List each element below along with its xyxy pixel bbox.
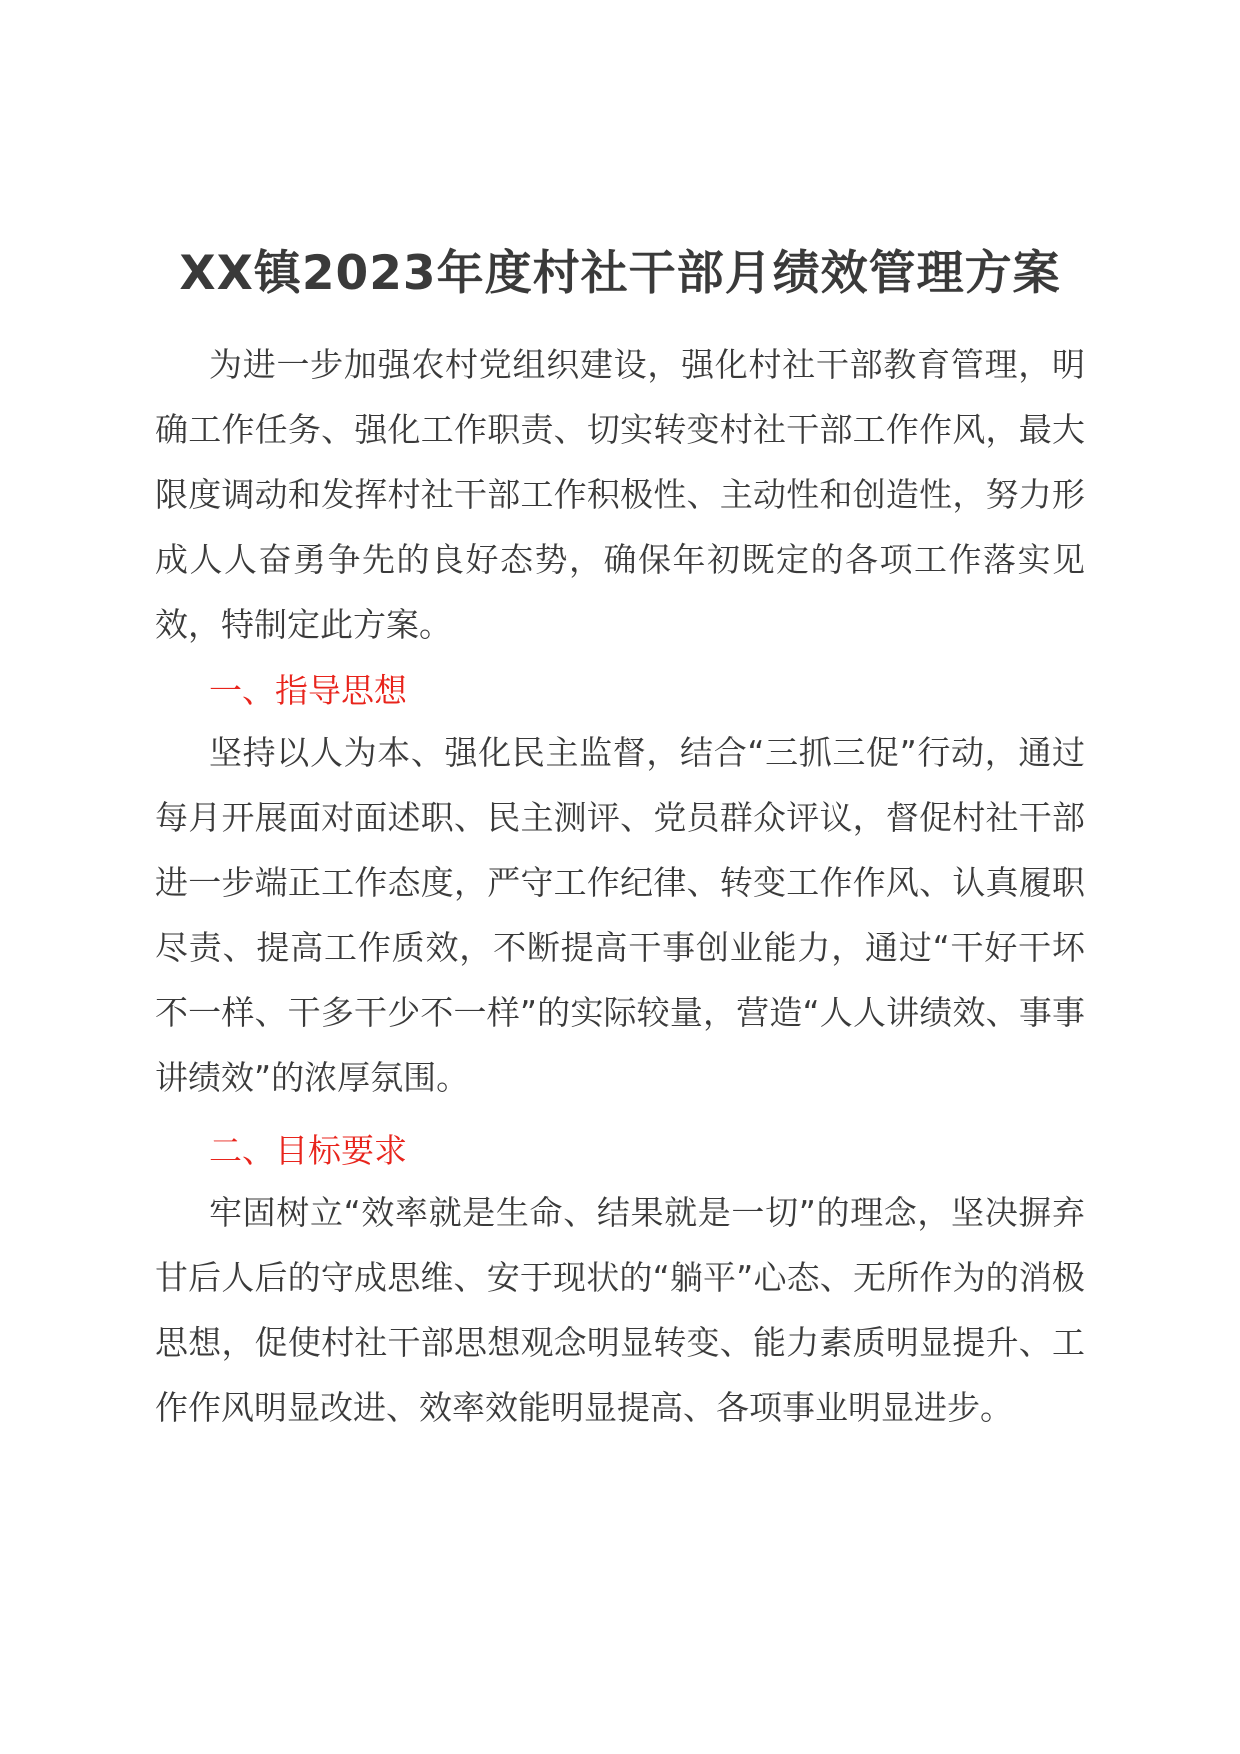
section-paragraph-guiding-thought: 坚持以人为本、强化民主监督，结合“三抓三促”行动，通过每月开展面对面述职、民主测评、党员群众评议，督促村社干部进一步端正工作态度，严守工作纪律、转变工作作风、认真履职尽责、提高工作质效，不断提高干事创业能力，通过“干好干坏不一样、干多干少不一样”的实际较量，营造“人人讲绩效、事事讲绩效”的浓厚氛围。 bbox=[155, 733, 1085, 1097]
intro-paragraph: 为进一步加强农村党组织建设，强化村社干部教育管理，明确工作任务、强化工作职责、切实转变村社干部工作作风，最大限度调动和发挥村社干部工作积极性、主动性和创造性，努力形成人人奋勇争先的良好态势，确保年初既定的各项工作落实见效，特制定此方案。 bbox=[155, 345, 1085, 644]
section-heading-goals: 二、目标要求 bbox=[209, 1131, 407, 1170]
document-title: XX镇2023年度村社干部月绩效管理方案 bbox=[179, 246, 1061, 301]
section-paragraph-goals: 牢固树立“效率就是生命、结果就是一切”的理念，坚决摒弃甘后人后的守成思维、安于现状的“躺平”心态、无所作为的消极思想，促使村社干部思想观念明显转变、能力素质明显提升、工作作风明显改进、效率效能明显提高、各项事业明显进步。 bbox=[155, 1193, 1085, 1427]
section-heading-guiding-thought: 一、指导思想 bbox=[209, 671, 407, 710]
